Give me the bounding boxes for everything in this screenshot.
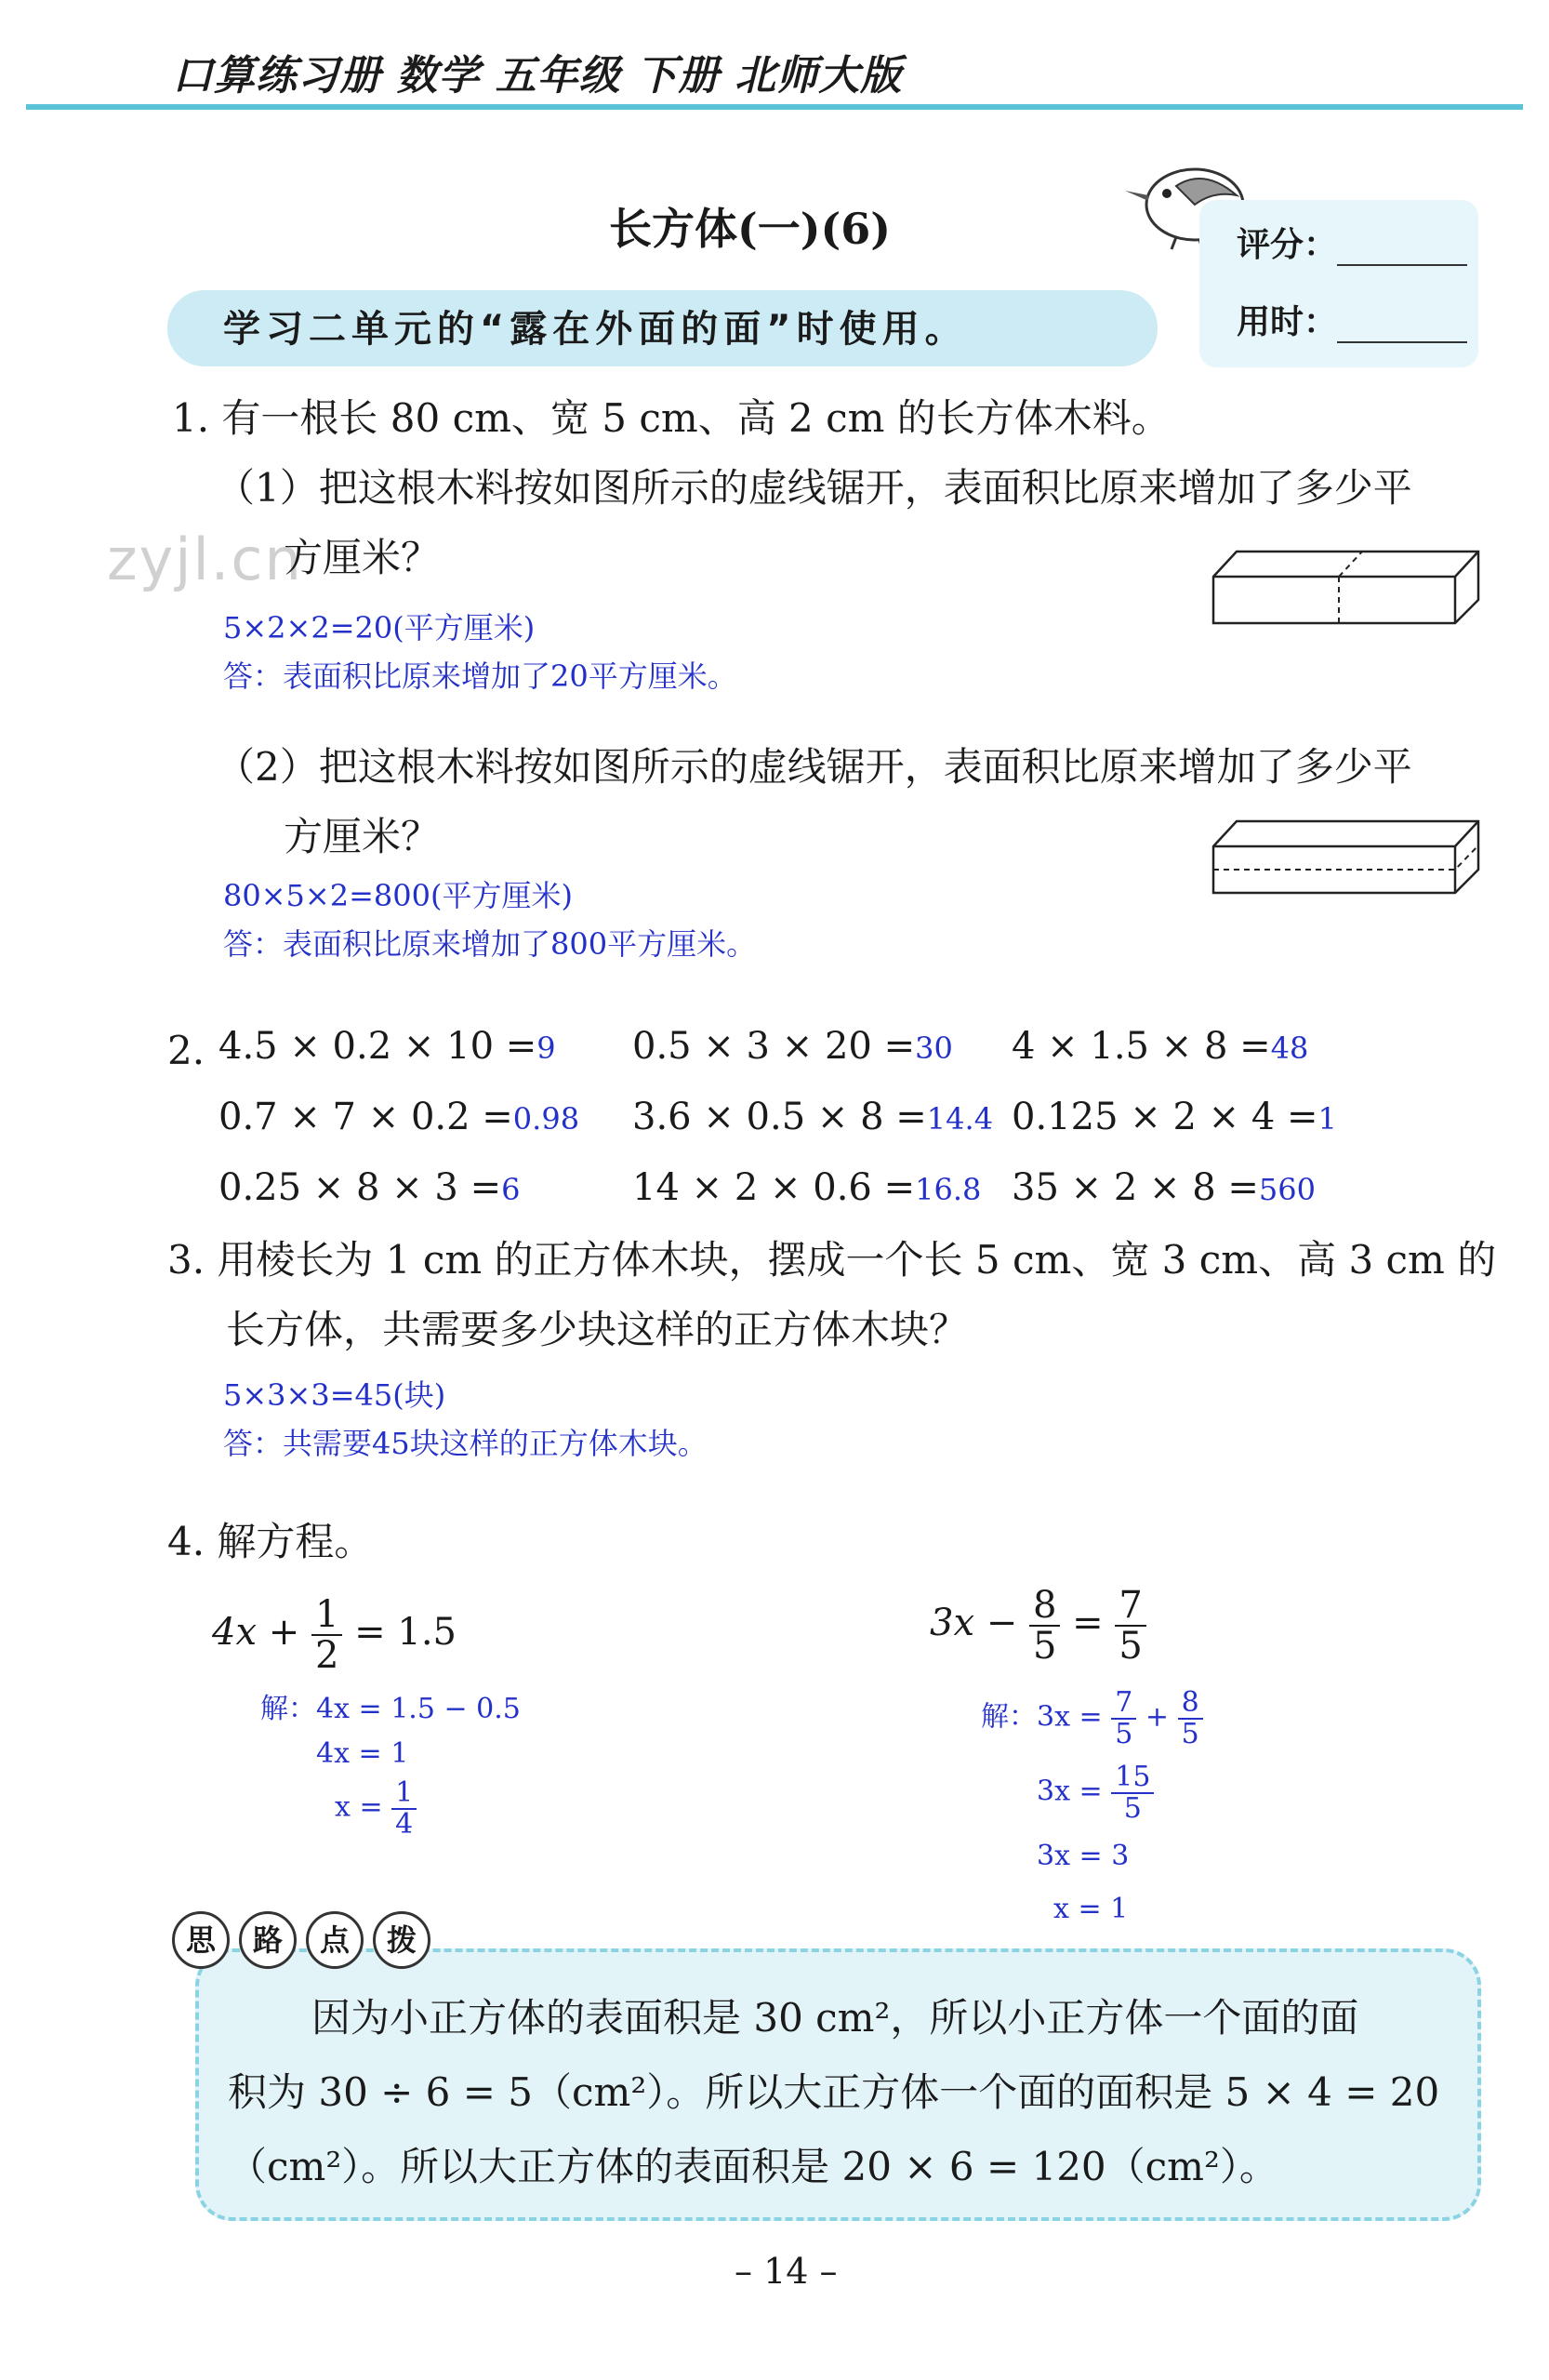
q2-answer: 48 [1270, 1030, 1309, 1066]
q2-item: 4 × 1.5 × 8 =48 [1012, 1025, 1309, 1068]
hint-heading-char: 路 [239, 1911, 297, 1969]
q4-left-step2: 4x = 1 [316, 1737, 409, 1770]
q4-left-step3: x = $\frac{1}{4}$ [335, 1778, 417, 1839]
page-title: 长方体(一)(6) [609, 204, 892, 254]
header-divider [26, 104, 1523, 110]
q1-p1-calc: 5×2×2=20(平方厘米) [223, 610, 536, 645]
q2-item: 0.7 × 7 × 0.2 =0.98 [218, 1096, 580, 1138]
score-label: 评分： [1237, 226, 1338, 264]
q2-item: 3.6 × 0.5 × 8 =14.4 [632, 1096, 994, 1138]
hint-line1: 因为小正方体的表面积是 30 cm²，所以小正方体一个面的面 [311, 1995, 1359, 2041]
q2-answer: 1 [1317, 1101, 1337, 1137]
score-field[interactable] [1237, 219, 1467, 266]
q2-item: 35 × 2 × 8 =560 [1012, 1166, 1316, 1209]
hint-line2: 积为 30 ÷ 6 = 5（cm²）。所以大正方体一个面的面积是 5 × 4 = 20 [228, 2069, 1440, 2115]
book-header: 口算练习册 数学 五年级 下册 北师大版 [172, 52, 903, 100]
hint-line3: （cm²）。所以大正方体的表面积是 20 × 6 = 120（cm²）。 [228, 2144, 1278, 2189]
hint-heading-char: 思 [172, 1911, 230, 1969]
q2-item: 0.25 × 8 × 3 =6 [218, 1166, 521, 1209]
q4-right-step3: 3x = 3 [1037, 1840, 1130, 1872]
q3-calc: 5×3×3=45(块) [223, 1377, 446, 1413]
q2-answer: 30 [915, 1030, 953, 1066]
q2-number: 2. [167, 1028, 205, 1073]
q3-line2: 长方体，共需要多少块这样的正方体木块？ [226, 1307, 969, 1352]
q2-item: 0.5 × 3 × 20 =30 [632, 1025, 953, 1068]
q1-p1-line2: 方厘米？ [284, 535, 441, 580]
q4-right-step1: 解：3x = $\frac{7}{5}$ + $\frac{8}{5}$ [981, 1688, 1203, 1748]
q2-item: 14 × 2 × 0.6 =16.8 [632, 1166, 982, 1209]
time-label: 用时： [1237, 303, 1338, 341]
q4-right-equation: 3x − $\frac{8}{5}$ = $\frac{7}{5}$ [930, 1586, 1146, 1666]
time-field[interactable] [1237, 296, 1467, 343]
q3-answer: 答：共需要45块这样的正方体木块。 [223, 1426, 708, 1461]
q1-p2-answer: 答：表面积比原来增加了800平方厘米。 [223, 926, 757, 962]
page-number: – 14 – [735, 2251, 838, 2292]
q4-right-step4: x = 1 [1053, 1893, 1129, 1925]
hint-heading-char: 点 [306, 1911, 364, 1969]
q3-line1: 3. 用棱长为 1 cm 的正方体木块，摆成一个长 5 cm、宽 3 cm、高 3 cm 的 [167, 1237, 1497, 1283]
q4-left-step1: 解：4x = 1.5 − 0.5 [260, 1693, 521, 1725]
q1-p2-line1: （2）把这根木料按如图所示的虚线锯开，表面积比原来增加了多少平 [216, 744, 1412, 790]
q4-left-equation: 4x + $\frac{1}{2}$ = 1.5 [212, 1593, 457, 1677]
q2-answer: 14.4 [926, 1101, 994, 1137]
q1-p1-line1: （1）把这根木料按如图所示的虚线锯开，表面积比原来增加了多少平 [216, 465, 1412, 511]
q2-item: 4.5 × 0.2 × 10 =9 [218, 1025, 556, 1068]
q2-answer: 16.8 [915, 1172, 982, 1207]
q2-answer: 0.98 [512, 1101, 580, 1137]
q2-item: 0.125 × 2 × 4 =1 [1012, 1096, 1337, 1138]
q4-stem: 4. 解方程。 [167, 1519, 374, 1564]
usage-banner-text: 学习二单元的“露在外面的面”时使用。 [223, 308, 968, 351]
cuboid-horizontal-cut-figure [1209, 814, 1483, 897]
hint-heading-char: 拨 [373, 1911, 430, 1969]
hint-heading [172, 1911, 430, 1969]
q1-stem: 1. 有一根长 80 cm、宽 5 cm、高 2 cm 的长方体木料。 [172, 395, 1171, 441]
watermark: zyjl.cn [107, 525, 303, 593]
q2-answer: 6 [501, 1172, 521, 1207]
q4-right-step2: 3x = $\frac{15}{5}$ [1037, 1762, 1154, 1823]
q2-answer: 560 [1258, 1172, 1316, 1207]
q2-answer: 9 [536, 1030, 556, 1066]
q1-p1-answer: 答：表面积比原来增加了20平方厘米。 [223, 658, 737, 694]
q1-p2-calc: 80×5×2=800(平方厘米) [223, 878, 573, 913]
q1-p2-line2: 方厘米？ [284, 814, 441, 859]
cuboid-vertical-cut-figure [1209, 544, 1483, 628]
